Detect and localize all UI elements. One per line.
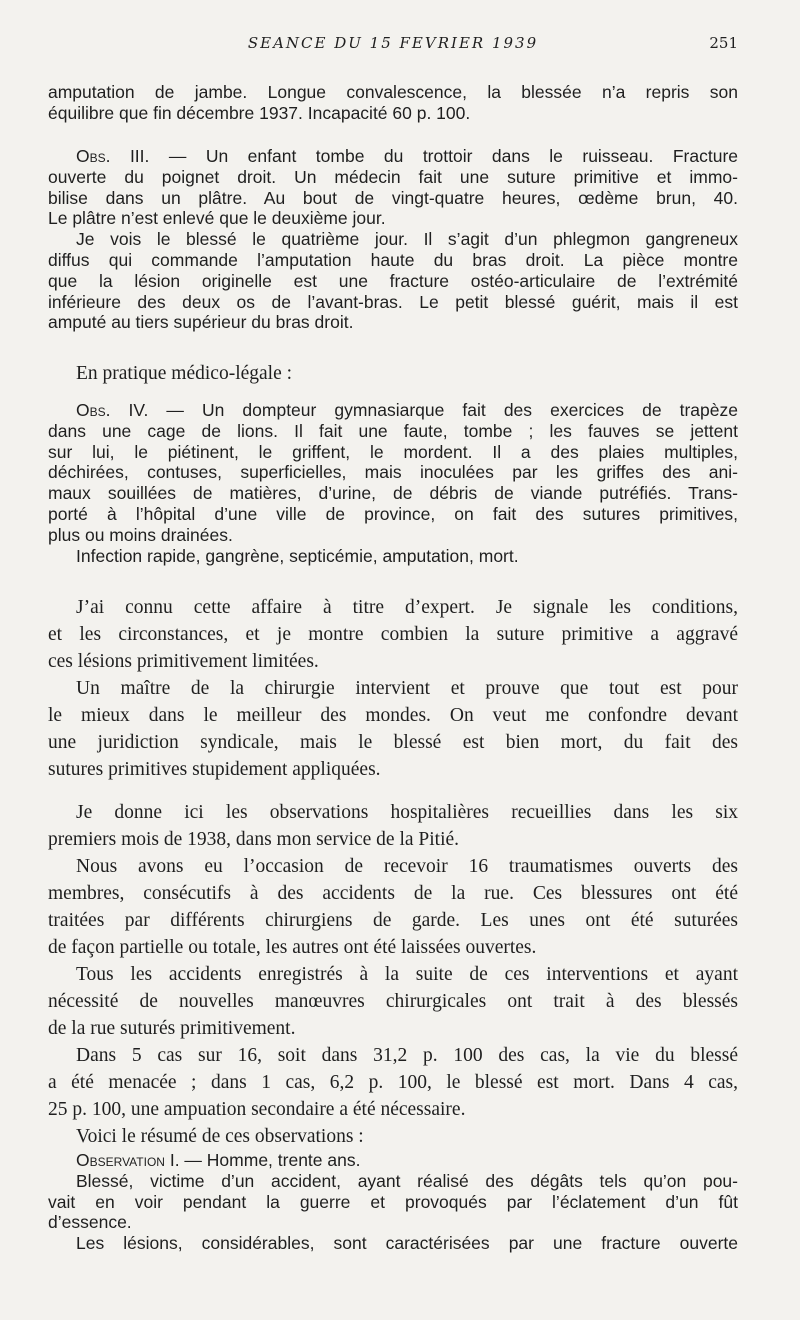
text-line: ces lésions primitivement limitées. [48, 651, 319, 672]
text-line: membres, consécutifs à des accidents de la rue. Ces blessures ont été [48, 883, 738, 904]
observation-label: Obs. III. [76, 146, 150, 166]
text-line: que la lésion originelle est une fracture ostéo-articulaire de l’extrémité [48, 270, 738, 291]
text-line: Nous avons eu l’occasion de recevoir 16 traumatismes ouverts des [76, 856, 738, 877]
text-line: Observation I. — Homme, trente ans. [76, 1150, 361, 1170]
expert-paragraph [48, 594, 738, 783]
text-line: Obs. IV. — Un dompteur gymnasiarque fait des exercices de trapèze [76, 400, 738, 420]
text-line: 25 p. 100, une ampuation secondaire a été nécessaire. [48, 1099, 466, 1120]
text-line: de la rue suturés primitivement. [48, 1018, 296, 1039]
text-line: le mieux dans le meilleur des mondes. On veut me confondre devant [48, 705, 738, 726]
observation-label: Obs. IV. [76, 400, 149, 420]
text-line: nécessité de nouvelles manœuvres chirurgicales ont trait à des blessés [48, 991, 738, 1012]
text-line: Obs. III. — Un enfant tombe du trottoir dans le ruisseau. Fracture [76, 146, 739, 166]
hospital-paragraph [48, 799, 738, 1150]
text-line: Voici le résumé de ces observations : [76, 1126, 364, 1147]
text-line: Le plâtre n’est enlevé que le deuxième jour. [48, 208, 386, 229]
text-line: déchirées, contuses, superficielles, mais inoculées par les griffes des ani- [48, 462, 738, 483]
text-line: Blessé, victime d’un accident, ayant réalisé des dégâts tels qu’on pou- [76, 1170, 738, 1191]
text-line: diffus qui commande l’amputation haute du bras droit. La pièce montre [48, 249, 738, 270]
observation-label: Observation I. [76, 1150, 180, 1170]
text-line: Dans 5 cas sur 16, soit dans 31,2 p. 100 des cas, la vie du blessé [76, 1045, 738, 1066]
observation-1 [48, 1150, 738, 1254]
text-line: traitées par différents chirurgiens de garde. Les unes ont été suturées [48, 910, 738, 931]
page-number: 251 [709, 34, 738, 52]
text-line: amputé au tiers supérieur du bras droit. [48, 312, 354, 333]
section-heading [48, 360, 738, 387]
paragraph-continuation [48, 82, 738, 124]
text-line: d’essence. [48, 1212, 132, 1233]
text-line: Infection rapide, gangrène, septicémie, amputation, mort. [76, 545, 519, 566]
text-line: J’ai connu cette affaire à titre d’expert. Je signale les conditions, [76, 597, 738, 618]
header-title: SEANCE DU 15 FEVRIER 1939 [247, 34, 539, 52]
observation-3 [48, 146, 738, 333]
text-line: équilibre que fin décembre 1937. Incapacité 60 p. 100. [48, 102, 471, 123]
text-line: porté à l’hôpital d’une ville de province, on fait des sutures primitives, [48, 503, 738, 524]
text-line: maux souillées de matières, d’urine, de débris de viande putréfiés. Trans- [48, 483, 738, 504]
observation-4 [48, 400, 738, 566]
text-line: bilise dans un plâtre. Au bout de vingt-quatre heures, œdème brun, 40. [48, 187, 738, 208]
text-line: inférieure des deux os de l’avant-bras. Le petit blessé guérit, mais il est [48, 291, 738, 312]
text-line: plus ou moins drainées. [48, 524, 233, 545]
text-line: Je vois le blessé le quatrième jour. Il s’agit d’un phlegmon gangreneux [76, 229, 738, 250]
text-line: amputation de jambe. Longue convalescence, la blessée n’a repris son [48, 82, 738, 102]
text-line: une juridiction syndicale, mais le blessé est bien mort, du fait des [48, 732, 738, 753]
running-header [48, 34, 738, 58]
text-line: Les lésions, considérables, sont caractérisées par une fracture ouverte [76, 1233, 738, 1254]
text-line: premiers mois de 1938, dans mon service de la Pitié. [48, 829, 460, 850]
text-line: sur lui, le piétinent, le griffent, le mordent. Il a des plaies multiples, [48, 441, 738, 462]
text-line: et les circonstances, et je montre combien la suture primitive a aggravé [48, 624, 738, 645]
text-line: a été menacée ; dans 1 cas, 6,2 p. 100, le blessé est mort. Dans 4 cas, [48, 1072, 738, 1093]
text-line: vait en voir pendant la guerre et provoqués par l’éclatement d’un fût [48, 1191, 738, 1212]
text-line: de façon partielle ou totale, les autres ont été laissées ouvertes. [48, 937, 537, 958]
text-line: Je donne ici les observations hospitalières recueillies dans les six [76, 802, 738, 823]
text-line: sutures primitives stupidement appliquées. [48, 759, 381, 780]
text-line: Tous les accidents enregistrés à la suite de ces interventions et ayant [76, 964, 738, 985]
text-line: Un maître de la chirurgie intervient et prouve que tout est pour [76, 678, 738, 699]
text-line: dans une cage de lions. Il fait une faute, tombe ; les fauves se jettent [48, 420, 738, 441]
text-line: ouverte du poignet droit. Un médecin fait une suture primitive et immo- [48, 166, 738, 187]
heading-text: En pratique médico-légale : [76, 363, 293, 384]
